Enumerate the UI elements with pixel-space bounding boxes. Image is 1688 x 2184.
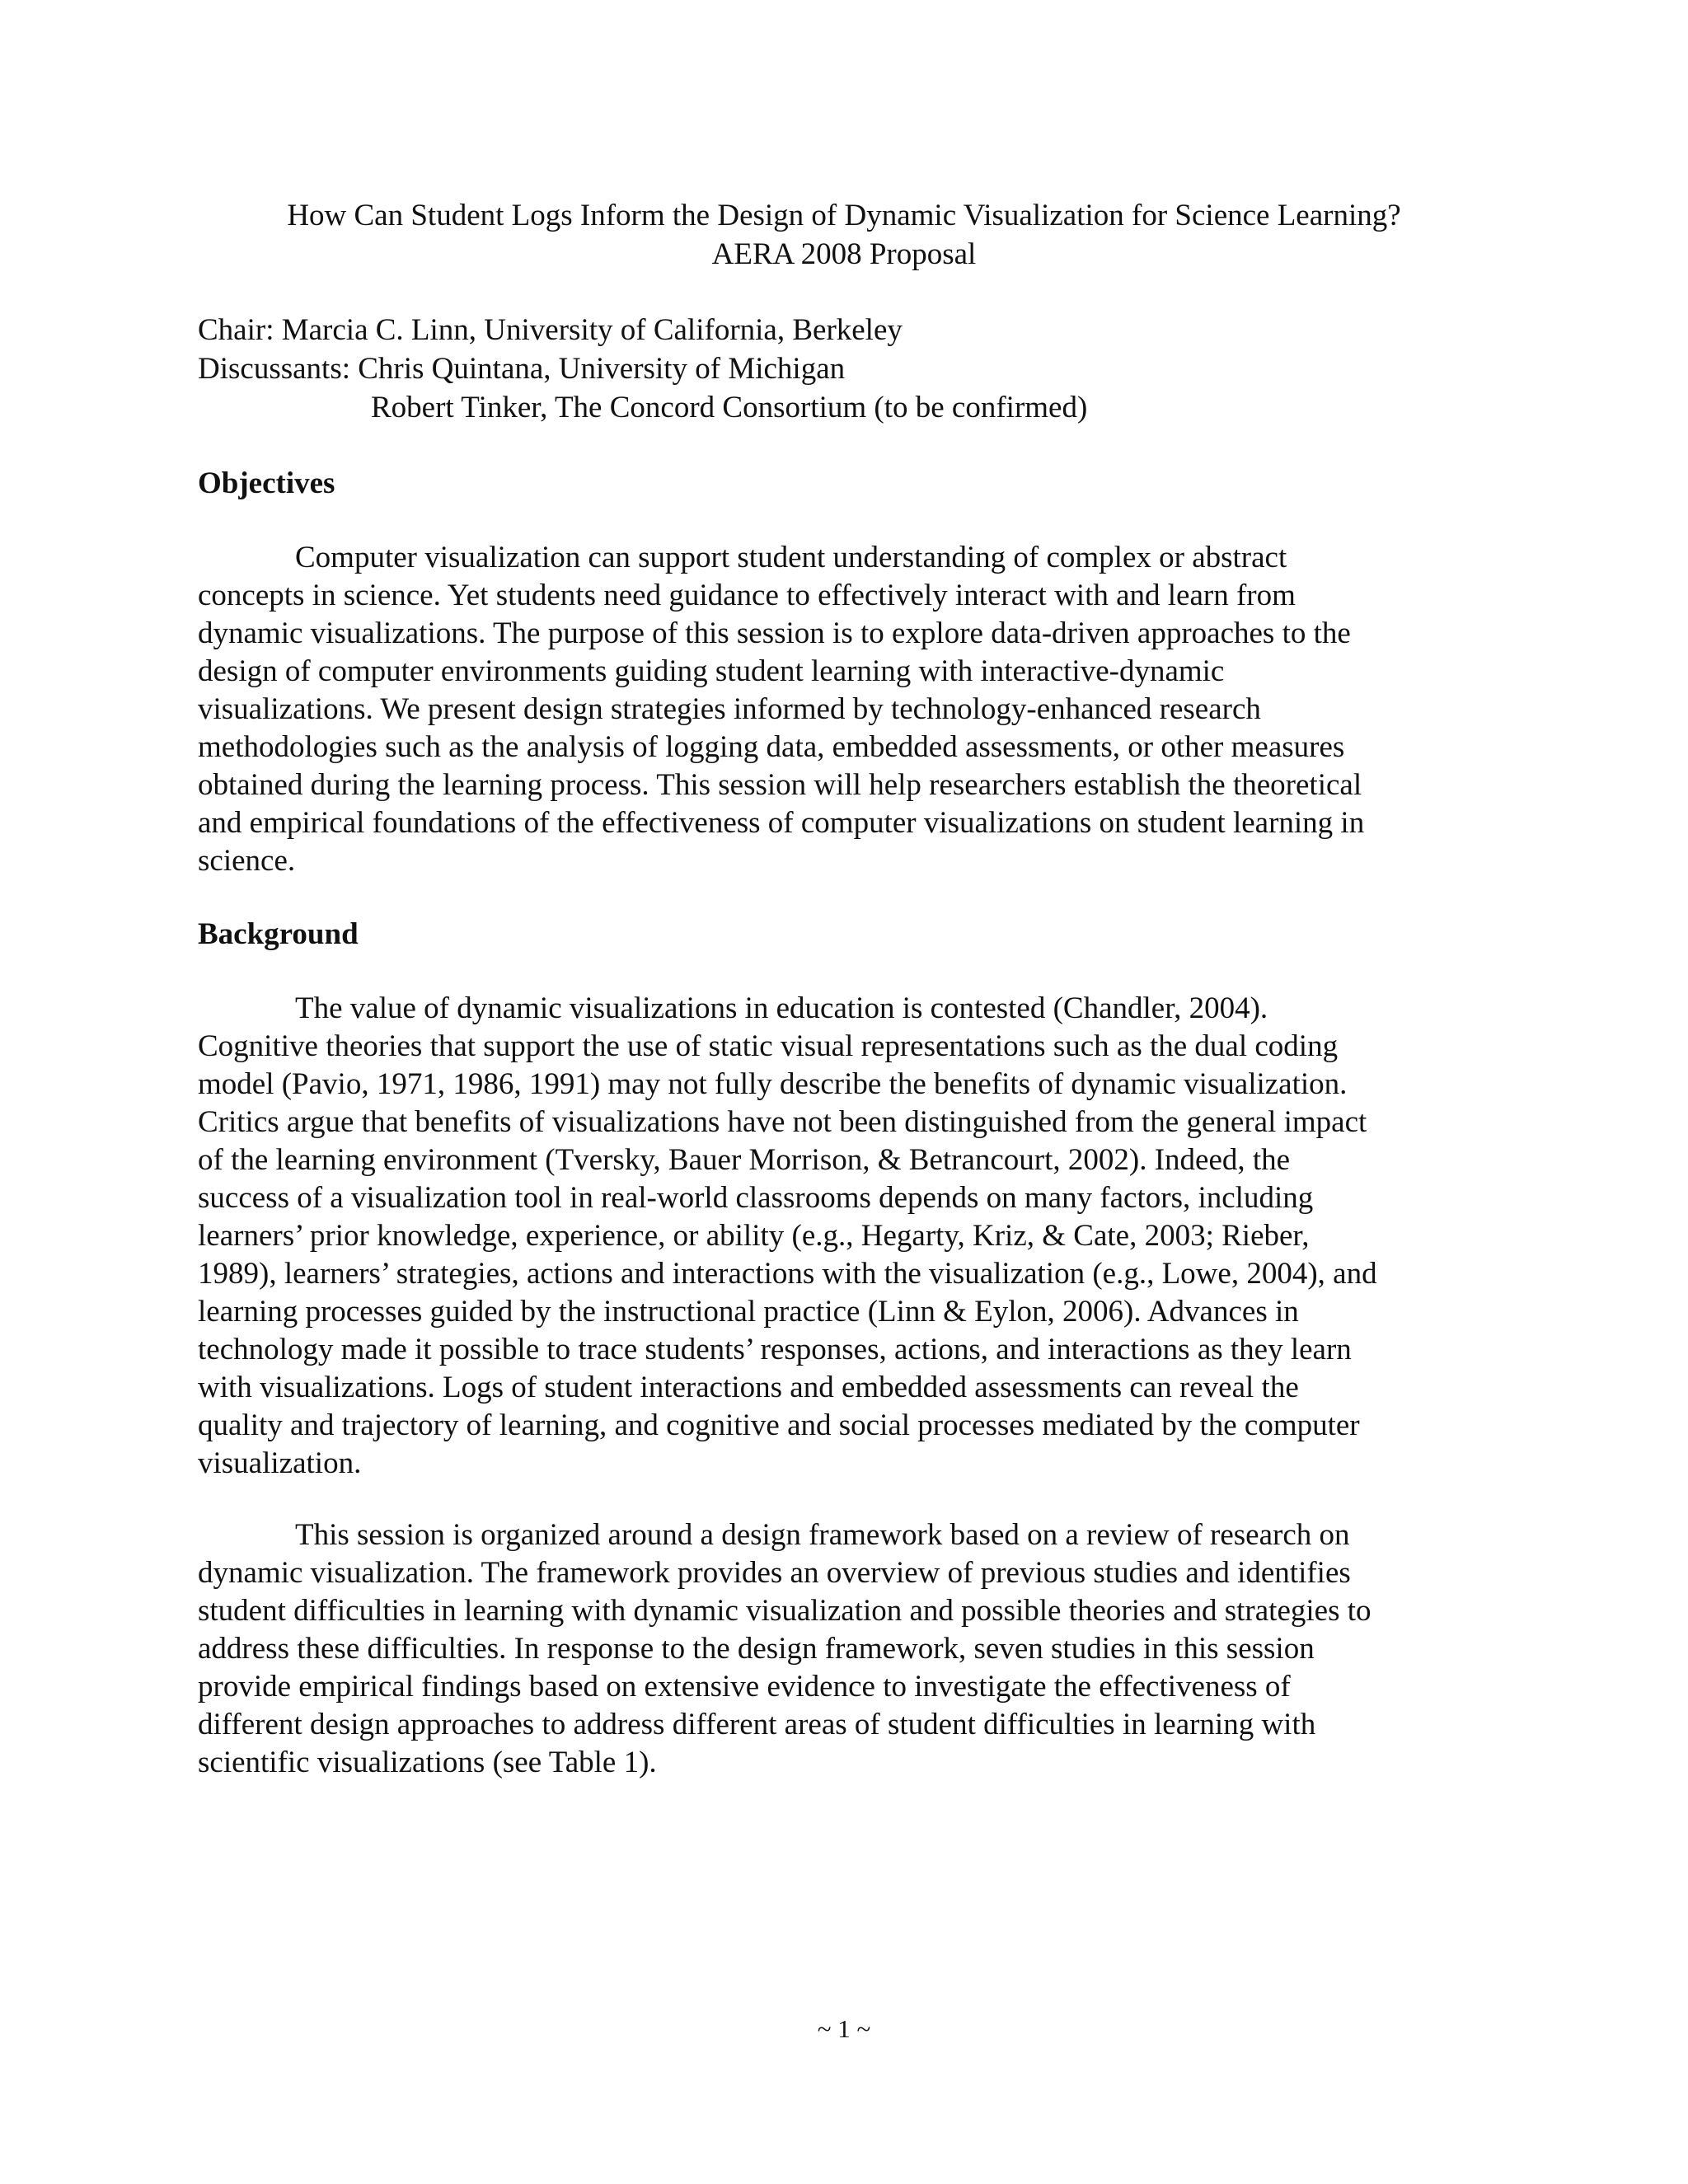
- paragraph-line: dynamic visualizations. The purpose of this session is to explore data-driven approaches to the: [198, 616, 1351, 650]
- paragraph-line: This session is organized around a design framework based on a review of research on: [295, 1518, 1350, 1552]
- objectives-paragraph: [198, 539, 1484, 880]
- discussants-line-continued: Robert Tinker, The Concord Consortium (to be confirmed): [371, 391, 1088, 424]
- paragraph-line: dynamic visualization. The framework provides an overview of previous studies and identifies: [198, 1556, 1351, 1590]
- paragraph-line: quality and trajectory of learning, and cognitive and social processes mediated by the computer: [198, 1408, 1360, 1442]
- paragraph-line: visualization.: [198, 1446, 362, 1480]
- paragraph-line: of the learning environment (Tversky, Bauer Morrison, & Betrancourt, 2002). Indeed, the: [198, 1143, 1291, 1177]
- title-line-main: How Can Student Logs Inform the Design of Dynamic Visualization for Science Learning?: [287, 199, 1401, 232]
- paragraph-line: Critics argue that benefits of visualizations have not been distinguished from the general impact: [198, 1105, 1367, 1139]
- paragraph-line: provide empirical findings based on extensive evidence to investigate the effectiveness of: [198, 1670, 1291, 1704]
- paragraph-line: 1989), learners’ strategies, actions and interactions with the visualization (e.g., Lowe, 2004), and: [198, 1257, 1377, 1291]
- paragraph-line: visualizations. We present design strategies informed by technology-enhanced research: [198, 692, 1261, 726]
- paragraph-line: obtained during the learning process. This session will help researchers establish the theoretical: [198, 768, 1362, 802]
- paragraph-line: technology made it possible to trace students’ responses, actions, and interactions as they learn: [198, 1333, 1352, 1366]
- session-roles: [198, 311, 1490, 427]
- paragraph-line: and empirical foundations of the effectiveness of computer visualizations on student learning in: [198, 806, 1365, 840]
- paragraph-line: model (Pavio, 1971, 1986, 1991) may not fully describe the benefits of dynamic visualization.: [198, 1067, 1348, 1101]
- paragraph-line: with visualizations. Logs of student interactions and embedded assessments can reveal the: [198, 1371, 1299, 1404]
- paragraph-line: science.: [198, 844, 296, 878]
- paragraph-line: scientific visualizations (see Table 1).: [198, 1746, 657, 1779]
- paragraph-line: Cognitive theories that support the use of static visual representations such as the dual coding: [198, 1029, 1339, 1063]
- document-title: [198, 196, 1490, 274]
- discussants-line: Discussants: Chris Quintana, University of Michigan: [198, 352, 846, 386]
- paragraph-line: student difficulties in learning with dynamic visualization and possible theories and strategies to: [198, 1594, 1372, 1628]
- paragraph-line: different design approaches to address different areas of student difficulties in learning with: [198, 1708, 1316, 1741]
- paragraph-line: The value of dynamic visualizations in education is contested (Chandler, 2004).: [295, 991, 1268, 1025]
- chair-line: Chair: Marcia C. Linn, University of California, Berkeley: [198, 313, 903, 347]
- page-number: ~ 1 ~: [817, 2014, 871, 2043]
- objectives-heading: Objectives: [198, 466, 335, 500]
- paragraph-line: address these difficulties. In response to the design framework, seven studies in this session: [198, 1632, 1315, 1666]
- paragraph-line: methodologies such as the analysis of logging data, embedded assessments, or other measures: [198, 730, 1345, 764]
- background-heading: Background: [198, 917, 359, 951]
- title-line-subtitle: AERA 2008 Proposal: [711, 237, 977, 271]
- background-paragraph-1: [198, 990, 1484, 1483]
- paragraph-line: learning processes guided by the instructional practice (Linn & Eylon, 2006). Advances in: [198, 1295, 1299, 1329]
- paragraph-line: concepts in science. Yet students need guidance to effectively interact with and learn from: [198, 579, 1296, 612]
- paragraph-line: Computer visualization can support student understanding of complex or abstract: [295, 541, 1287, 574]
- paragraph-line: success of a visualization tool in real-world classrooms depends on many factors, including: [198, 1181, 1314, 1215]
- background-paragraph-2: [198, 1516, 1484, 1782]
- paragraph-line: learners’ prior knowledge, experience, or ability (e.g., Hegarty, Kriz, & Cate, 2003; Rieber,: [198, 1219, 1310, 1253]
- paragraph-line: design of computer environments guiding student learning with interactive-dynamic: [198, 654, 1225, 688]
